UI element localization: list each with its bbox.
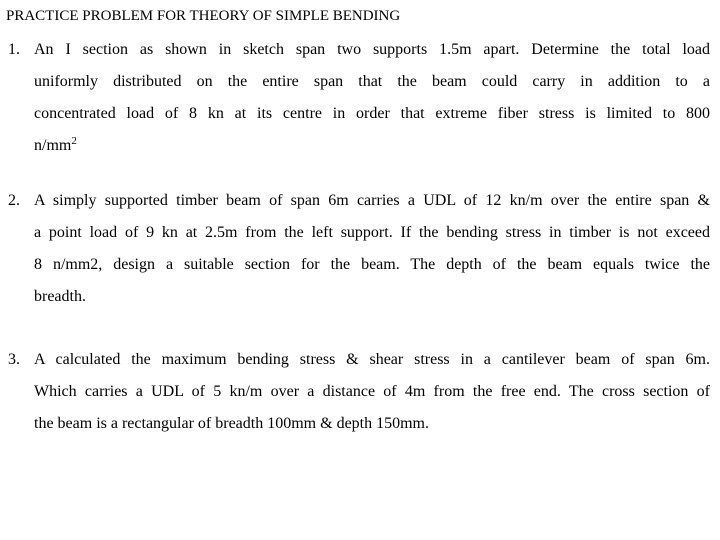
problem-line-last: breadth. [34, 288, 86, 305]
problem-line: A calculated the maximum bending stress & shear stress in a cantilever beam of span 6m. [34, 351, 710, 368]
problem-line-last [34, 130, 710, 162]
problem-text [34, 344, 710, 440]
problem-number: 1. [8, 41, 20, 58]
problem-line: concentrated load of 8 kn at its centre in order that extreme fiber stress is limited to 800 [34, 105, 710, 122]
problem-line: Which carries a UDL of 5 kn/m over a distance of 4m from the free end. The cross section of [34, 383, 710, 400]
problem-number: 2. [8, 192, 20, 209]
problem-line: A simply supported timber beam of span 6m carries a UDL of 12 kn/m over the entire span & [34, 192, 710, 209]
unit-superscript: 2 [71, 135, 77, 147]
problem-line: a point load of 9 kn at 2.5m from the left support. If the bending stress in timber is not exceed [34, 224, 710, 241]
problem-line: An I section as shown in sketch span two supports 1.5m apart. Determine the total load [34, 41, 710, 58]
problem-line-last: the beam is a rectangular of breadth 100mm & depth 150mm. [34, 415, 429, 432]
problem-text [34, 185, 710, 313]
problem-text [34, 34, 710, 162]
document-title: PRACTICE PROBLEM FOR THEORY OF SIMPLE BENDING [6, 8, 401, 24]
problem-number: 3. [8, 351, 20, 368]
problem-line: 8 n/mm2, design a suitable section for the beam. The depth of the beam equals twice the [34, 256, 710, 273]
problem-line: uniformly distributed on the entire span that the beam could carry in addition to a [34, 73, 710, 90]
unit-text: n/mm [34, 137, 72, 154]
